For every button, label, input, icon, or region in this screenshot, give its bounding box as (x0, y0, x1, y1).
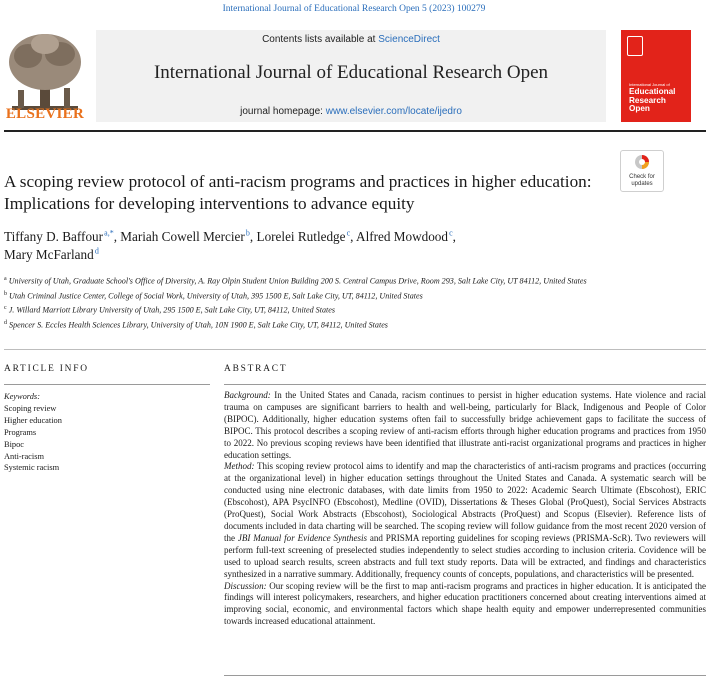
article-info-heading: ARTICLE INFO (4, 364, 89, 374)
keywords-block (4, 391, 204, 474)
author-affil-mark[interactable]: a,* (104, 228, 114, 238)
affiliation-item (4, 317, 704, 332)
journal-title[interactable]: International Journal of Educational Research Open (153, 62, 549, 83)
method-text: This scoping review protocol aims to identify and map the characteristics of anti-racism programs and practices (occurring at the organizational level) in higher education settings throughout the United States and Canada. A systematic search will be conducted using nine electronic databases, with date limits from 1950 to 2022: Academic Search Ultimate (Ebscohost), ERIC (Ebscohost), APA PsycINFO (Ebscohost), Medline (OVID), Dissertations & Theses Global (ProQuest), Social Services Abstracts (ProQuest), Social Work Abstracts (Ebscohost), Sociological Abstracts (ProQuest) and Scopus (Elsevier). Reference lists of documents included in data charting will be searched. The scoping review will follow guidance from the most recent 2020 version of the (224, 461, 706, 543)
author-name[interactable]: Mariah Cowell Mercier (120, 229, 245, 244)
author-name[interactable]: Tiffany D. Baffour (4, 229, 104, 244)
article-title: A scoping review protocol of anti-racism programs and practices in higher education: Implications for developing interventions to advance equity (4, 172, 592, 213)
author-affil-mark[interactable]: c (449, 228, 453, 238)
discussion-text: Our scoping review will be the first to map anti-racism programs and practices in higher education. It is anticipated the findings will interest policymakers, researchers, and higher education practitioners concerned about creating interventions aimed at improving social, economic, and environmental factors which shape health equity and empower underrepresented communities towards increased educational attainment. (224, 580, 706, 627)
section-divider (4, 349, 706, 350)
cover-title-line: Educational (629, 87, 676, 96)
publisher-name[interactable]: ELSEVIER (5, 106, 85, 122)
article-info-rule (4, 384, 210, 385)
check-updates-line: updates (631, 181, 653, 187)
author-name[interactable]: Mary McFarland (4, 247, 94, 262)
cover-small-text: International Journal of (629, 82, 670, 87)
author-affil-mark[interactable]: d (94, 246, 99, 256)
contents-line (96, 34, 606, 45)
affiliations (4, 273, 704, 332)
abstract-bottom-rule (224, 675, 706, 676)
affiliation-text: J. Willard Marriott Library University of Utah, 295 1500 E, Salt Lake City, UT, 84112, United States (8, 306, 335, 316)
cover-title-line: Research (629, 95, 666, 105)
cover-title-line: Open (629, 104, 650, 113)
author-list: Tiffany D. Baffour $^{a,*}$, Mariah Cowell Mercier $^b$, Lorelei Rutledge $^c$, Alfred Mowdood $^c$, Mary McFarland $^d$ (4, 228, 456, 262)
affiliation-text: University of Utah, Graduate School's Office of Diversity, A. Ray Olpin Student Union Building 200 S. Central Campus Drive, Room 293, Salt Lake City, UT 84112, United States (8, 276, 587, 286)
abstract-body (224, 390, 706, 628)
sciencedirect-link[interactable]: ScienceDirect (378, 34, 440, 45)
cover-logo-mark (627, 36, 643, 56)
author-name[interactable]: Alfred Mowdood (356, 229, 448, 244)
homepage-line (96, 106, 606, 117)
cover-title (629, 88, 675, 114)
homepage-link[interactable]: www.elsevier.com/locate/ijedro (325, 106, 462, 117)
affiliation-text: Utah Criminal Justice Center, College of Social Work, University of Utah, 395 1500 E, Salt Lake City, UT, 84112, United States (9, 291, 423, 301)
background-label: Background: (224, 390, 271, 400)
affiliation-item (4, 288, 704, 303)
affiliation-mark: a (4, 276, 7, 282)
keyword-item: Anti-racism (4, 451, 45, 461)
background-text: In the United States and Canada, racism continues to persist in higher education systems. Hate violence and racial trauma on campuses are significant barriers to health and well-being, particularly for Black, Indigenous and People of Color (BIPOC). Additionally, higher education systems often fail to successfully bridge achievement gaps to facilitate the success of BIPOC. This protocol describes a scoping review of anti-racism efforts through higher education programs and practices from 1950 to 2022. No previous scoping reviews have been identified that illustrate anti-racist organizational programs and practices in higher education settings. (224, 390, 706, 460)
journal-banner (96, 30, 606, 122)
abstract-discussion (224, 581, 706, 629)
check-updates-line: Check for (629, 174, 655, 180)
author-affil-mark[interactable]: b (245, 228, 250, 238)
running-head[interactable]: International Journal of Educational Research Open 5 (2023) 100279 (222, 4, 486, 14)
keyword-item: Scoping review (4, 403, 57, 413)
header-divider (4, 130, 706, 132)
author-affil-mark[interactable]: c (346, 228, 351, 238)
abstract-method (224, 461, 706, 580)
affiliation-mark: c (4, 305, 7, 312)
keyword-item: Bipoc (4, 439, 25, 449)
author-name[interactable]: Lorelei Rutledge (256, 229, 346, 244)
abstract-rule (224, 384, 706, 385)
keyword-item: Programs (4, 427, 37, 437)
method-label: Method: (224, 461, 255, 472)
discussion-label: Discussion: (224, 580, 267, 591)
homepage-prefix: journal homepage: (240, 106, 326, 117)
keyword-item: Systemic racism (4, 463, 60, 473)
abstract-heading: ABSTRACT (224, 364, 288, 374)
contents-prefix: Contents lists available at (262, 34, 379, 45)
keyword-item: Higher education (4, 415, 62, 425)
keywords-label: Keywords: (4, 392, 40, 401)
check-updates-label (621, 174, 663, 188)
journal-cover-thumbnail[interactable] (621, 30, 691, 122)
affiliation-mark: b (4, 290, 7, 297)
affiliation-item (4, 273, 704, 288)
affiliation-mark: d (4, 320, 7, 327)
check-updates-icon (634, 154, 650, 172)
affiliation-item (4, 302, 704, 317)
check-for-updates-button[interactable] (620, 150, 664, 192)
affiliation-text: Spencer S. Eccles Health Sciences Library, University of Utah, 10N 1900 E, Salt Lake City, UT, 84112, United States (9, 320, 388, 330)
method-text-continued: and PRISMA reporting guidelines for scoping reviews (PRISMA-ScR). Two reviewers will perform full-text screening of preselected studies independently to select studies according to inclusion criteria. Covidence will be used to upload search results, screen abstracts and full text study reports. Data will be extracted, and findings and characteristics synthesized in a narrative summary. Additionally, frequency counts of concepts, populations, and characteristics will be presented. (224, 532, 706, 579)
method-emphasis: JBI Manual for Evidence Synthesis (237, 532, 368, 543)
abstract-background (224, 390, 706, 461)
